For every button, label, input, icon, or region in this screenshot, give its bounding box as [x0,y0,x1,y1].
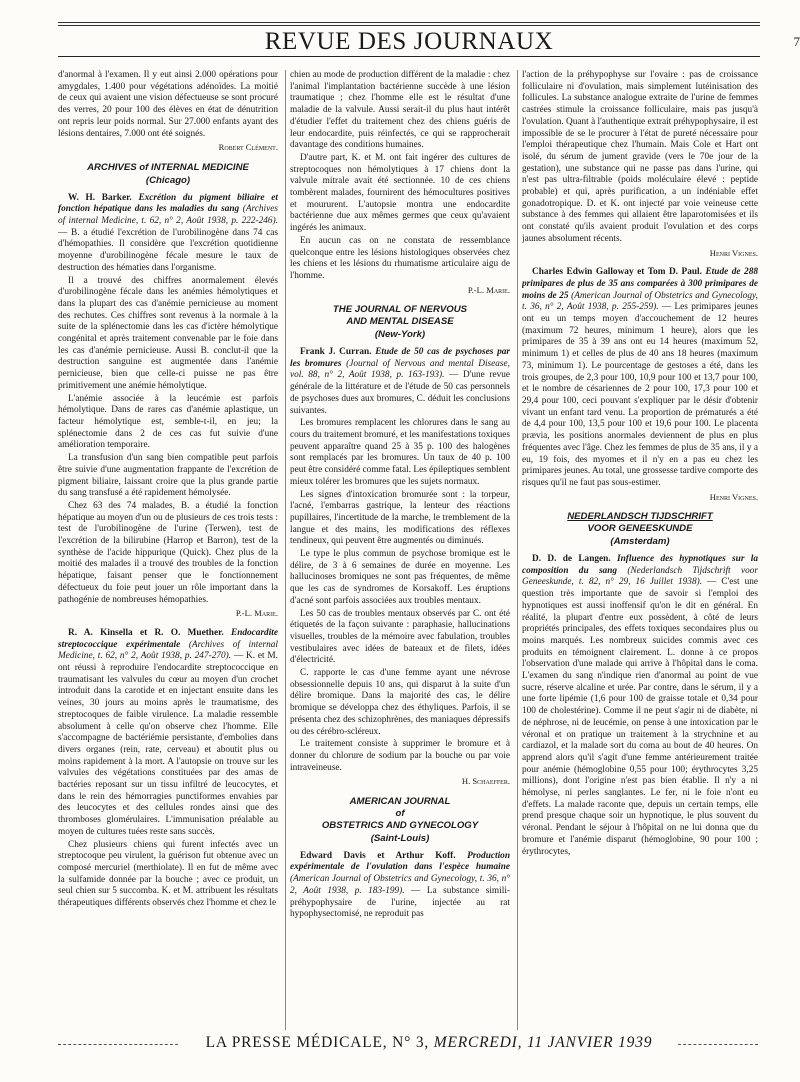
article-heading [522,267,758,489]
article-authors: Charles Edwin Galloway et Tom D. Paul. [532,267,702,278]
journal-title-line: AND MENTAL DISEASE [346,316,454,328]
journal-city: (New-York) [374,329,426,341]
paragraph: — B. a étudié l'excrétion de l'urobilinogène dans 74 cas d'hémopathies. Il considère que l'excrétion quotidienne moyenne d'urobilinogène fécale mesure le taux de destruction des hématies dans l'organisme. [58,227,278,273]
journal-title: ARCHIVES of INTERNAL MEDICINE [87,161,249,173]
page-header [58,18,800,62]
article-columns [58,70,758,1030]
journal-city: (Saint-Louis) [370,833,430,845]
journal-title-line: VOOR GENEESKUNDE [587,523,693,535]
author-signature: Henri Vignes. [709,247,758,258]
footer-date: MERCREDI, 11 JANVIER 1939 [433,1034,653,1051]
paragraph: — Les primipares jeunes ont eu un temps moyen d'accouchement de 12 heures (maximum 72 heures, minimum 1 heure), alors que les primipares de 35 à 39 ans ont eu 14 heures (maximum 52, minimum 1) et celles de plus de 40 ans 18 heures (maximum 73, minimum 1). Le pourcentage de gestoses a été, dans les trois groupes, de 2,3 pour 100, 10,9 pour 100 et 13,7 pour 100, et le nombre de césariennes de 2 pour 100, 17,3 pour 100 et 29,4 pour 100, ceci pouvant s'expliquer par le désir d'obtenir vivant un enfant tard venu. La proportion de prématurés a été de 4,4 pour 100, 13,5 pour 100 et 19,6 pour 100. Le placenta prævia, les positions anormales deviennent de plus en plus fréquentes avec l'âge. Chez les femmes de plus de 35 ans, il y a eu, 19 fois, des myomes et il n'y en a pas eu chez les primipares jeunes. Au total, une grossesse tardive comporte des risques qu'il ne faut pas sous-estimer. [522,302,758,488]
article-reference: (Archives of internal Medicine, t. 62, n° 2, Août 1938, p. 222-246). [58,204,278,227]
article-title: Production expérimentale de l'ovulation dans l'espèce humaine [290,850,510,873]
article-reference: (Nederlandsch Tijdschrift voor Geneeskunde, t. 82, n° 29, 16 Juillet 1938). [522,565,758,588]
article-authors: Edward Davis et Arthur Koff. [300,850,456,861]
journal-title-line: OBSTETRICS AND GYNECOLOGY [321,820,479,832]
paragraph: — K. et M. ont réussi à reproduire l'endocardite streptococcique en traumatisant les valvules du cœur au moyen d'un crochet introduit dans la carotide et en injectant ensuite dans les veines, 30 jours au moins après le traumatisme, des streptocoques de faible virulence. La maladie ressemble absolument à celle qu'on observe chez l'homme. Elle s'accompagne de bactériémie persistante, d'embolies dans divers organes (rein, rate, cerveau) et aboutit plus ou moins rapidement à la mort. A l'autopsie on trouve sur les valvules des végétations constituées par des amas de bactéries reposant sur un tissu infiltré de leucocytes, et dans le rein des hémorragies punctiformes envahies par des leucocytes et des cellules rondes ainsi que des thromboses glomérulaires. L'immunisation préalable au moyen de cultures tuées reste sans succès. [58,651,278,837]
paragraph: d'anormal à l'examen. Il y eut ainsi 2.000 opérations pour amygdales, 1.400 pour végétations adénoïdes. La moitié de ceux qui avaient une vision défectueuse se sont procuré des verres, 20 pour 100 des élèves en état de dénutrition ont repris leur poids normal. Sur 27.000 enfants ayant des lésions dentaires, 7.000 ont été soignés. [58,70,278,139]
journal-title-line: of [395,808,405,820]
article-heading [290,851,510,921]
journal-title-line: NEDERLANDSCH TIJDSCHRIFT [567,511,713,523]
article-title: Etude de 288 primipares de plus de 35 ans comparées à 300 primipares de moins de 25 [522,267,758,301]
article-title: Endocardite streptococcique expérimentale [58,627,278,650]
journal-title-line: AMERICAN JOURNAL [349,796,451,808]
header-rule-top-double [58,25,760,26]
article-reference: (Journal of Nervous and mental Disease, vol. 88, n° 2, Août 1938, p. 163-193). [290,358,510,381]
paragraph: — D'une revue générale de la littérature et de l'étude de 50 cas personnels de psychoses dues aux bromures, C. déduit les conclusions suivantes. [290,370,510,416]
article-authors: W. H. Barker. [68,192,132,203]
article-reference: (American Journal of Obstetrics and Gynecology, t. 36, n° 2, Août 1938, p. 183-199). [290,874,510,896]
article-authors: D. D. de Langen. [532,554,611,565]
journal-city: (Amsterdam) [610,536,670,548]
paragraph: Les bromures remplacent les chlorures dans le sang au cours du traitement bromuré, et les manifestations toxiques peuvent apparaître quand 25 à 35 p. 100 des halogènes sont remplacés par les bromures. Un taux de 40 p. 100 peut être considéré comme fatal. Les épileptiques semblent mieux tolérer les bromures que les sujets normaux. [290,418,510,487]
article-reference: (Archives of internal Medicine, t. 62, n° 2, Août 1938, p. 247-270). [58,639,278,662]
article-heading [290,347,510,417]
page-number: 7 [793,34,800,49]
paragraph: Chez 63 des 74 malades, B. a étudié la fonction hépatique au moyen d'un ou de plusieurs de ces trois tests : test de l'urobilinogène de l'urine (Terwen), test de l'excrétion de la bilirubine (Harrop et Barron), test de la synthèse de l'acide hippurique (Quick). Chez plus de la moitié des malades il a trouvé des troubles de la fonction hépatique, faisant penser que le fonctionnement défectueux du foie peut jouer un rôle important dans la pathogénie de nombreuses hémopathies. [58,500,278,605]
footer-rule-left [58,1044,178,1045]
paragraph: L'anémie associée à la leucémie est parfois hémolytique. Dans de rares cas d'anémie aplastique, un facteur hémolytique est, semble-t-il, en jeu; la splénectomie dans 2 de ces cas fut suivie d'une amélioration temporaire. [58,393,278,451]
paragraph: C. rapporte le cas d'une femme ayant une névrose obsessionnelle depuis 10 ans, qui disparut à la suite d'un délire bromique. Dans la majorité des cas, le délire bromique se développa chez des éthyliques. Parfois, il se présenta chez des schizophrènes, des maniaques dépressifs ou des cérébro-scléreux. [290,668,510,737]
paragraph: Les signes d'intoxication bromurée sont : la torpeur, l'acné, l'embarras gastrique, la lenteur des réactions pupillaires, l'incertitude de la marche, le tremblement de la langue et des mains, les modifications des réflexes tendineux, qui peuvent être augmentés ou diminués. [290,489,510,547]
footer-rule-right [678,1044,758,1045]
article-title: Influence des hypnotiques sur la composition du sang [522,554,758,576]
page-footer [58,1034,758,1054]
journal-title [290,796,510,832]
header-rule-bottom [58,56,760,57]
article-authors: Frank J. Curran. [300,347,372,358]
paragraph: Il a trouvé des chiffres anormalement élevés d'urobilinogène fécale dans les anémies hémolytiques et dans la plupart des cas d'anémie pernicieuse au moment des rechutes. Ces chiffres sont revenus à la normale à la suite de la splénectomie dans les cas d'ictère hémolytique congénital et après traitement convenable par le foie dans les cas d'anémie pernicieuse. Aussi B. conclut-il que la destruction sanguine est augmentée dans l'anémie pernicieuse, bien que celle-ci puisse ne pas être primitivement une anémie hémolytique. [58,275,278,391]
column-2 [290,70,510,1030]
article-reference: (American Journal of Obstetrics and Gynecology, t. 36, n° 2, Août 1938, p. 255-259). [522,290,758,313]
paragraph: Les 50 cas de troubles mentaux observés par C. ont été étiquetés de la façon suivante : paraphasie, hallucinations visuelles, troubles de la mémoire avec fabulation, troubles vestibulaires avec idées de bateaux et de filets, idées d'électricité. [290,608,510,666]
article-authors: R. A. Kinsella et R. O. Muether. [68,627,224,638]
author-signature: P.-L. Marie. [235,608,278,619]
journal-city: (Chicago) [145,174,191,186]
paragraph: Le type le plus commun de psychose bromique est le délire, de 3 à 6 semaines de durée en moyenne. Les hallucinoses bromiques ne sont pas fréquentes, de même que les cas de syndromes de Korsakoff. Les éruptions d'acné sont parfois associées aux troubles mentaux. [290,549,510,606]
article-heading [58,628,278,839]
paragraph: chien au mode de production différent de la maladie : chez l'animal l'implantation bactérienne succède à une lésion traumatique ; chez l'homme elle est le résultat d'une maladie de la valvule. Aussi serait-il du plus haut intérêt d'étudier l'effet du traitement chez des chiens guéris de leur endocardite, puis réinfectés, ce qui se rapprocherait davantage des conditions humaines. [290,70,510,151]
author-signature: P.-L. Marie. [467,284,510,295]
page-title: REVUE DES JOURNAUX [264,28,554,55]
column-1 [58,70,278,1030]
author-signature: Henri Vignes. [709,491,758,502]
journal-title-line: THE JOURNAL OF NERVOUS [332,304,468,316]
column-divider [285,70,286,1030]
journal-title [290,304,510,328]
footer-text [188,1034,670,1052]
column-divider [517,70,518,1030]
article-heading [522,554,758,858]
paragraph: — La substance simili-préhypophysaire de l'urine, injectée au rat hypophysectomisé, ne reproduit pas [290,885,510,920]
paragraph: Le traitement consiste à supprimer le bromure et à donner du chlorure de sodium par la bouche ou par voie intraveineuse. [290,739,510,773]
author-signature: Robert Clément. [218,142,278,153]
article-title: Excrétion du pigment biliaire et fonction hépatique dans les maladies du sang [58,192,278,215]
header-rule-top [58,22,760,23]
paragraph: En aucun cas on ne constata de ressemblance quelconque entre les lésions histologiques observées chez les chiens et les lésions du rhumatisme articulaire aigu de l'homme. [290,235,510,281]
article-heading [58,193,278,275]
paragraph: La transfusion d'un sang bien compatible peut parfois être suivie d'une augmentation frappante de l'excrétion de pigment biliaire, laissant croire que la plus grande partie du sang transfusé a été rapidement hémolysée. [58,453,278,499]
author-signature: H. Schaeffer. [461,776,510,787]
article-title: Etude de 50 cas de psychoses par les bromures [290,347,510,369]
journal-title [522,511,758,535]
column-3 [522,70,758,1030]
paragraph: Chez plusieurs chiens qui furent infectés avec un streptocoque peu virulent, la guérison fut obtenue avec un composé mercuriel (merthiolate). Il en fut de même avec la sulfamide donnée par la bouche ; avec ce produit, un seul chien sur 5 succomba. K. et M. attribuent les résultats thérapeutiques différents observés chez l'homme et chez le [58,839,278,909]
footer-journal: LA PRESSE MÉDICALE, N° 3, [205,1034,430,1051]
paragraph: l'action de la préhypophyse sur l'ovaire : pas de croissance folliculaire ni d'ovulation, mais simplement lutéinisation des follicules. La substance analogue extraite de l'urine de femmes castrées stimule la croissance folliculaire, mais pas jusqu'à l'ovulation. Quant à l'authentique extrait préhypophysaire, il est impossible de se le procurer à l'état de pureté nécessaire pour l'emploi thérapeutique chez l'humain. Mais Cole et Hart ont isolé, du sérum de jument gravide (vers le 70e jour de la gestation), une substance qui ne passe pas dans l'urine, qui n'est pas ultra-filtrable (poids moléculaire élevé : peptide probable) et qui, après purification, a un indéniable effet gonadotropique. D. et K. ont injecté par voie veineuse cette substance à des femmes qui allaient être laparotomisées et ils ont constaté qu'ils avaient produit l'ovulation et des corps jaunes absolument récents. [522,70,758,244]
paragraph: — C'est une question très importante que de savoir si l'emploi des hypnotiques est aussi inoffensif qu'on le dit en général. En réalité, la plupart d'entre eux possèdent, à côté de leurs propriétés principales, des effets toxiques secondaires plus ou moins marqués. Les nombreux suicides commis avec ces produits en témoignent clairement. L. donne à ce propos l'observation d'une malade qui arrive à l'hôpital dans le coma. L'examen du sang n'indique rien d'anormal au point de vue sucre, réserve alcaline et urée. Par contre, dans le sérum, il y a une forte lipémie (1,6 pour 100 de graisse totale et 0,34 pour 100 de cholestérine). Comme il ne peut s'agir ni de diabète, ni de néphrose, ni de leucémie, on pense à une intoxication par le véronal et on pratique un traitement à la strychnine et au cardiazol, et la malade sort du coma au bout de 40 heures. On apprend alors qu'il s'agit d'une femme antérieurement traitée pour anémie (hémoglobine 0,55 pour 100; érythrocytes 3,25 millions), dont l'origine n'est pas bien établie. Il n'y a ni hémolyse, ni perles sanglantes. Le fer, ni le foie n'ont eu d'effets. La malade raconte que, depuis un certain temps, elle prend presque chaque soir un hypnotique, le plus souvent du véronal. Pendant le séjour à l'hôpital on ne lui donna que du bromure et l'anémie disparut (hémoglobine, 90 pour 100 ; érythrocytes, [522,577,758,857]
paragraph: D'autre part, K. et M. ont fait ingérer des cultures de streptocoques non hémolytiques à 17 chiens dont la valvule mitrale avait été sectionnée. 10 de ces chiens tombèrent malades, fournirent des hémocultures positives et moururent. L'autopsie montra une endocardite bactérienne due aux mêmes germes que ceux qu'avaient ingérés les animaux. [290,152,510,234]
